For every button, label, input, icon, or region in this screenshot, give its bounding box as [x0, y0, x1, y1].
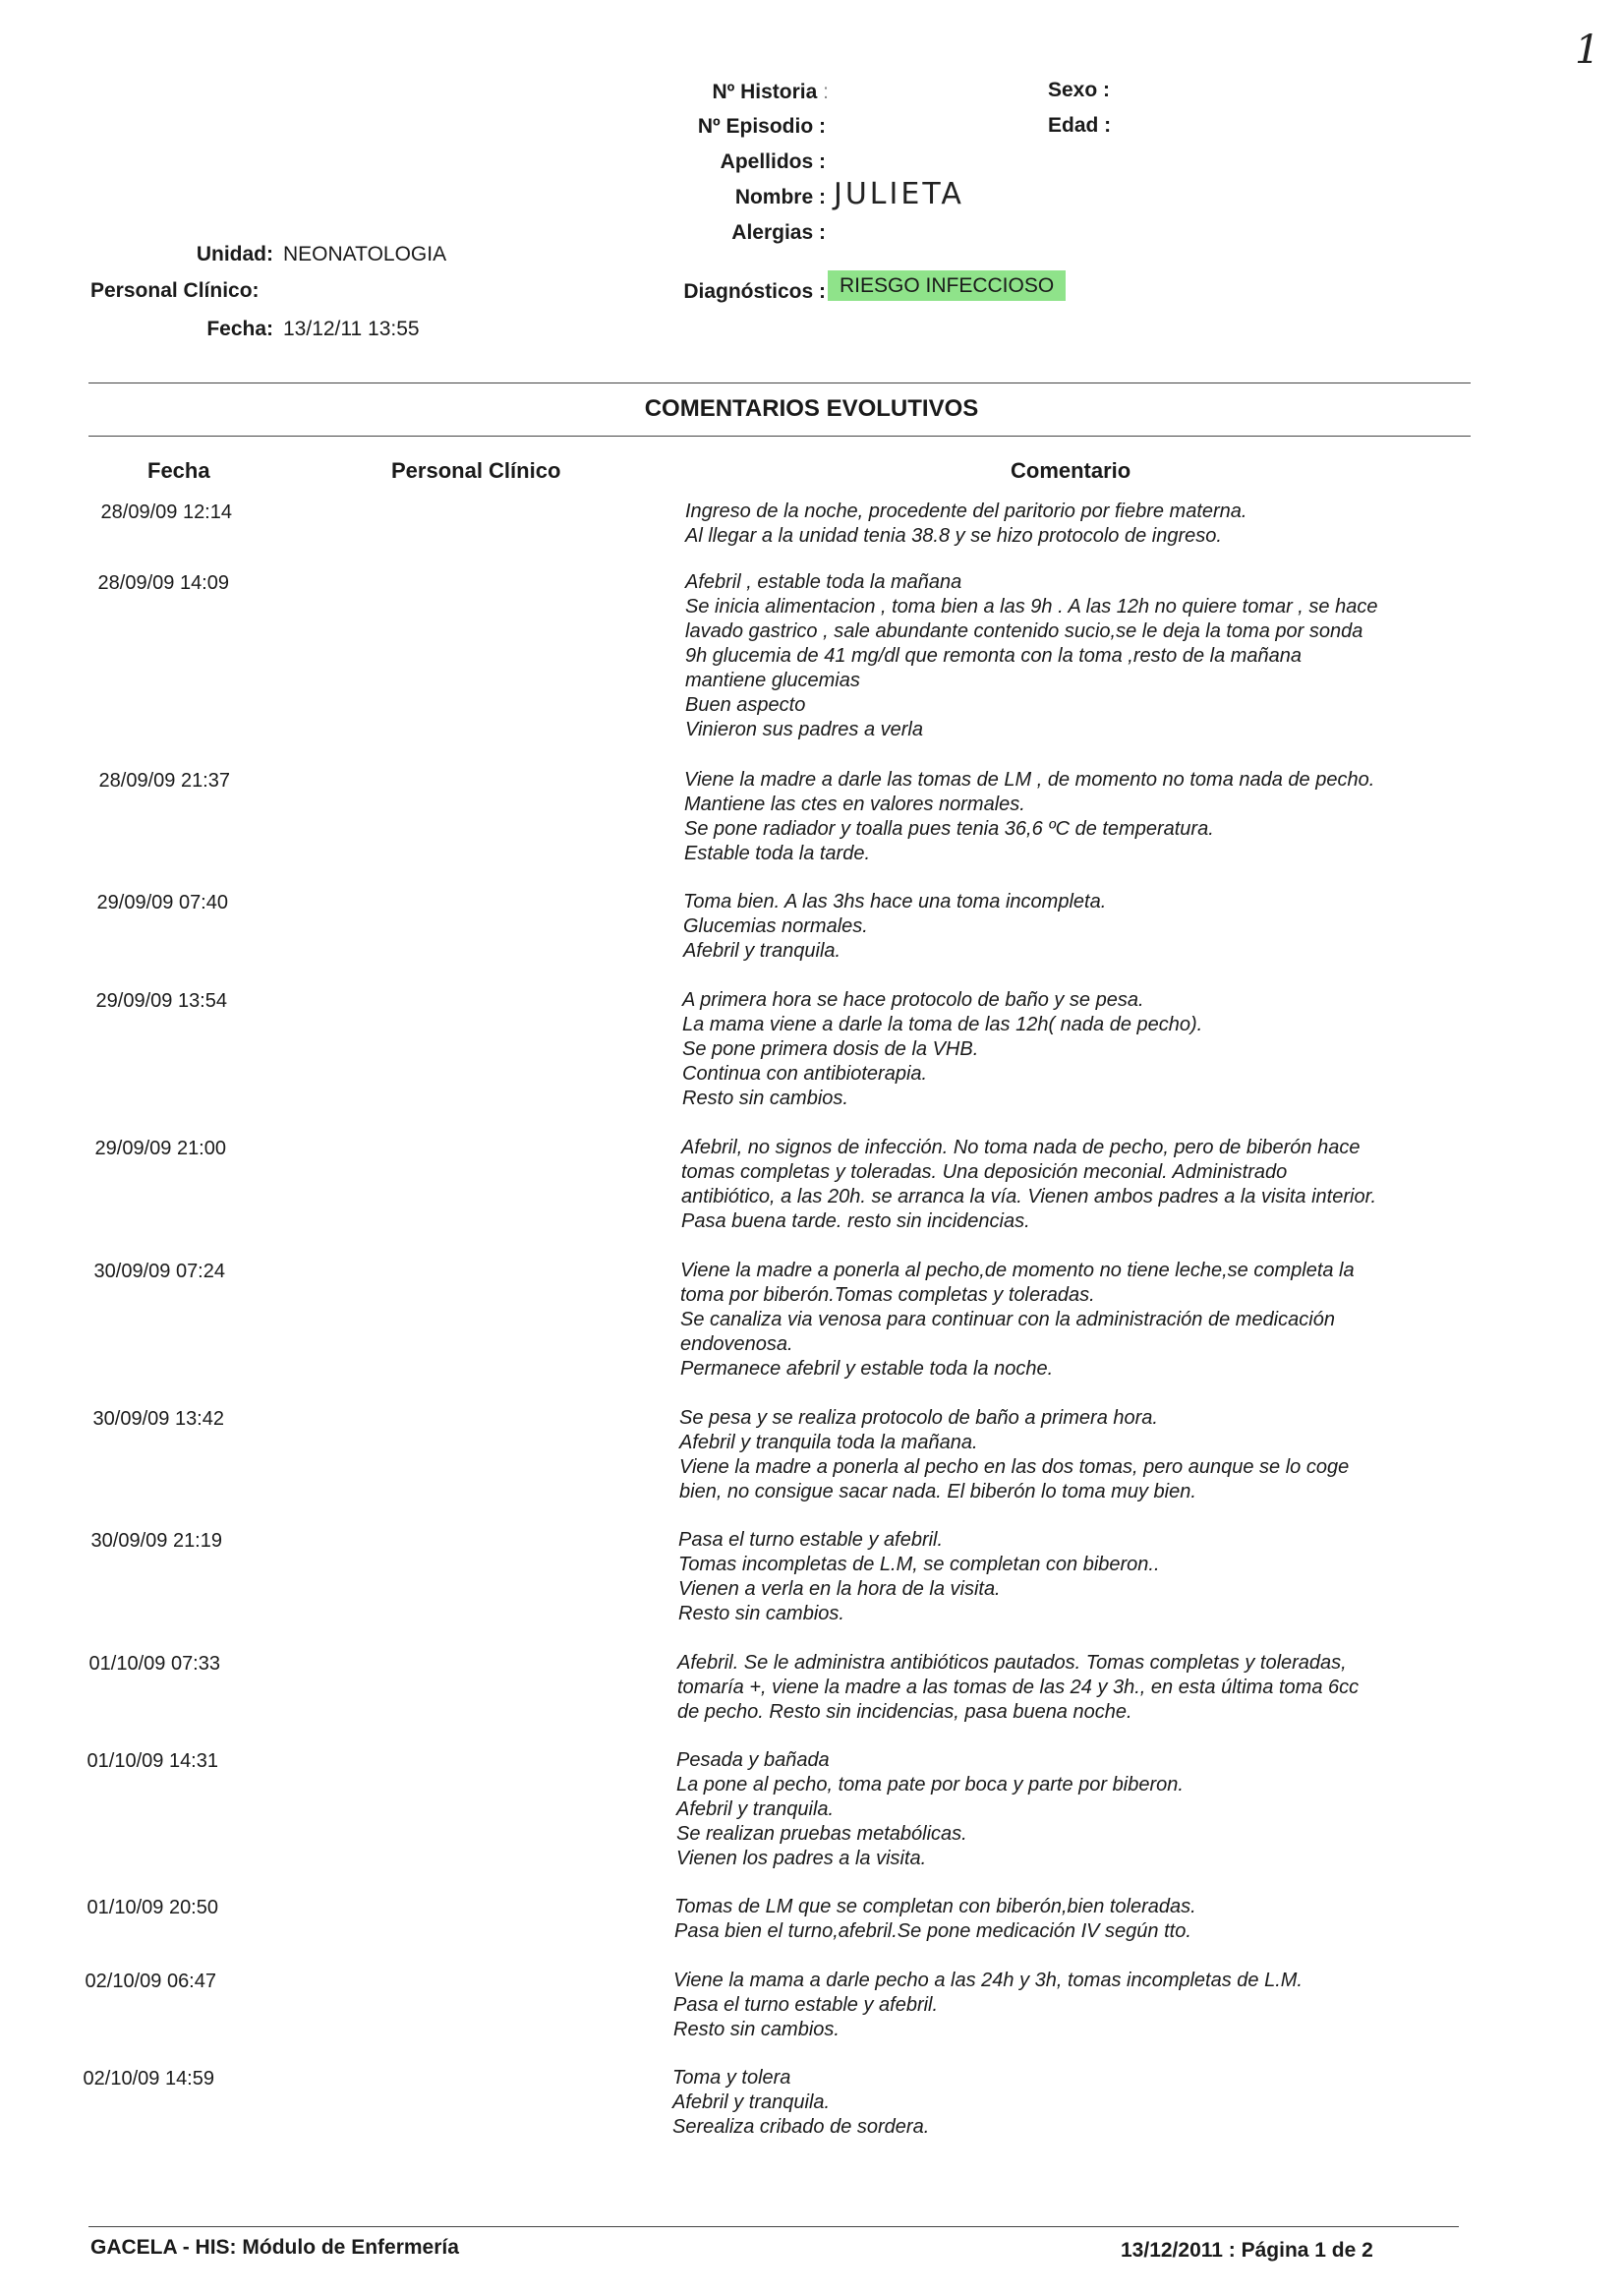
entry-date: 01/10/09 14:31: [87, 1750, 218, 1772]
footer-module-name: GACELA - HIS: Módulo de Enfermería: [90, 2236, 459, 2259]
entry-comment: [677, 1651, 1359, 1725]
entry-comment-line: Resto sin cambios.: [678, 1603, 844, 1624]
entry-date: 28/09/09 14:09: [97, 572, 229, 594]
edad-label: Edad :: [1048, 114, 1112, 137]
entry-date: 28/09/09 12:14: [100, 501, 232, 523]
entry-comment-line: toma por biberón.Tomas completas y toleradas.: [680, 1284, 1095, 1306]
entry-comment-line: La pone al pecho, toma pate por boca y parte por biberon.: [676, 1774, 1184, 1796]
entry-comment-line: Estable toda la tarde.: [684, 843, 871, 864]
sexo-label: Sexo :: [1048, 79, 1111, 101]
entry-comment-line: Ingreso de la noche, procedente del paritorio por fiebre materna.: [685, 500, 1247, 522]
entry-comment-line: Permanece afebril y estable toda la noche.: [680, 1358, 1054, 1380]
entry-comment-line: Tomas incompletas de L.M, se completan con biberon..: [678, 1554, 1160, 1575]
entry-date: 30/09/09 21:19: [90, 1530, 222, 1552]
entry-comment-line: Vienen los padres a la visita.: [676, 1848, 927, 1869]
diagnosticos-label: Diagnósticos :: [683, 280, 826, 303]
entry-comment: [684, 768, 1374, 866]
entry-date: 30/09/09 07:24: [93, 1261, 225, 1282]
section-title: COMENTARIOS EVOLUTIVOS: [644, 395, 979, 422]
entry-comment-line: Se inicia alimentacion , toma bien a las 9h . A las 12h no quiere tomar , se hace: [685, 596, 1378, 618]
fecha-label: Fecha:: [206, 318, 273, 340]
entry-comment: [685, 500, 1246, 549]
entry-comment-line: Viene la mama a darle pecho a las 24h y 3h, tomas incompletas de L.M.: [673, 1970, 1303, 1991]
entry-date: 02/10/09 06:47: [85, 1971, 216, 1992]
entry-comment-line: Se pone primera dosis de la VHB.: [682, 1038, 979, 1060]
unidad-value: NEONATOLOGIA: [283, 243, 447, 265]
entry-comment-line: de pecho. Resto sin incidencias, pasa buena noche.: [677, 1701, 1132, 1723]
entry-comment-line: 9h glucemia de 41 mg/dl que remonta con la toma ,resto de la mañana: [685, 645, 1303, 667]
column-header-personal: Personal Clínico: [391, 458, 561, 483]
column-header-fecha: Fecha: [147, 458, 210, 483]
fecha-value: 13/12/11 13:55: [283, 318, 420, 340]
footer-rule: [88, 2226, 1459, 2227]
entry-date: 28/09/09 21:37: [98, 770, 230, 792]
entry-comment: [683, 890, 1106, 964]
entry-comment-line: Viene la madre a ponerla al pecho,de momento no tiene leche,se completa la: [680, 1260, 1355, 1281]
entry-comment-line: mantiene glucemias: [685, 670, 860, 691]
entry-comment-line: Toma bien. A las 3hs hace una toma incompleta.: [683, 891, 1107, 913]
entry-comment: [674, 1895, 1196, 1944]
entry-comment-line: Pasa el turno estable y afebril.: [673, 1994, 939, 2016]
entry-comment: [673, 1969, 1303, 2042]
entry-comment: [672, 2066, 929, 2140]
entry-date: 29/09/09 07:40: [96, 892, 228, 913]
entry-comment-line: Glucemias normales.: [683, 915, 868, 937]
entry-comment-line: Al llegar a la unidad tenia 38.8 y se hizo protocolo de ingreso.: [685, 525, 1222, 547]
entry-comment-line: Afebril, no signos de infección. No toma nada de pecho, pero de biberón hace: [681, 1137, 1361, 1158]
historia-label: Nº Historia :: [712, 81, 829, 103]
entry-comment-line: La mama viene a darle la toma de las 12h( nada de pecho).: [682, 1014, 1203, 1035]
apellidos-label: Apellidos :: [720, 150, 826, 173]
entry-comment-line: Vinieron sus padres a verla: [685, 719, 923, 740]
alergias-label: Alergias :: [731, 221, 826, 244]
entry-date: 02/10/09 14:59: [83, 2068, 214, 2090]
nombre-label: Nombre :: [734, 186, 826, 208]
entry-comment: [676, 1748, 1184, 1871]
entry-date: 30/09/09 13:42: [92, 1408, 224, 1430]
entry-comment-line: tomas completas y toleradas. Una deposición meconial. Administrado: [681, 1161, 1288, 1183]
entry-comment-line: Resto sin cambios.: [673, 2019, 840, 2040]
episodio-label: Nº Episodio :: [697, 115, 826, 138]
entry-comment-line: Afebril y tranquila.: [672, 2091, 831, 2113]
entry-comment: [682, 988, 1202, 1111]
entry-comment-line: Afebril y tranquila.: [683, 940, 841, 962]
entry-comment-line: lavado gastrico , sale abundante contenido sucio,se le deja la toma por sonda: [685, 620, 1363, 642]
entry-date: 01/10/09 07:33: [88, 1653, 220, 1675]
entry-comment-line: Afebril , estable toda la mañana: [685, 571, 962, 593]
entry-comment-line: Viene la madre a ponerla al pecho en las dos tomas, pero aunque se lo coge: [679, 1456, 1350, 1478]
unidad-label: Unidad:: [196, 243, 273, 265]
entry-comment-line: Vienen a verla en la hora de la visita.: [678, 1578, 1001, 1600]
entry-comment: [679, 1406, 1349, 1504]
page-number-mark: 1: [1575, 28, 1600, 73]
entry-comment-line: bien, no consigue sacar nada. El biberón lo toma muy bien.: [679, 1481, 1196, 1502]
entry-comment-line: A primera hora se hace protocolo de baño y se pesa.: [682, 989, 1144, 1011]
entry-date: 29/09/09 21:00: [94, 1138, 226, 1159]
entry-comment-line: Pasa bien el turno,afebril.Se pone medicación IV según tto.: [674, 1920, 1191, 1942]
entry-comment: [681, 1136, 1376, 1234]
entry-comment: [678, 1528, 1160, 1626]
entry-comment-line: Continua con antibioterapia.: [682, 1063, 928, 1085]
entry-comment-line: Se canaliza via venosa para continuar con la administración de medicación: [680, 1309, 1335, 1330]
entry-comment: [685, 570, 1377, 742]
entry-comment-line: Se pone radiador y toalla pues tenia 36,6 ºC de temperatura.: [684, 818, 1214, 840]
entry-comment-line: Afebril y tranquila toda la mañana.: [679, 1432, 978, 1453]
entry-comment-line: Afebril y tranquila.: [676, 1798, 835, 1820]
entry-comment-line: Toma y tolera: [672, 2067, 791, 2089]
entry-comment-line: Tomas de LM que se completan con biberón,bien toleradas.: [674, 1896, 1196, 1917]
column-header-comentario: Comentario: [1011, 458, 1131, 483]
entry-comment-line: Viene la madre a darle las tomas de LM , de momento no toma nada de pecho.: [684, 769, 1375, 791]
nombre-handwritten-value: JULIETA: [834, 177, 964, 211]
entry-comment-line: Serealiza cribado de sordera.: [672, 2116, 930, 2138]
entry-comment-line: Pasa buena tarde. resto sin incidencias.: [681, 1210, 1030, 1232]
header-rule-bottom: [88, 436, 1471, 437]
entry-comment-line: tomaría +, viene la madre a las tomas de las 24 y 3h., en esta última toma 6cc: [677, 1677, 1360, 1698]
entry-comment-line: Pesada y bañada: [676, 1749, 830, 1771]
entry-comment-line: Se pesa y se realiza protocolo de baño a primera hora.: [679, 1407, 1158, 1429]
entry-comment-line: Resto sin cambios.: [682, 1088, 848, 1109]
entry-comment-line: antibiótico, a las 20h. se arranca la vía. Vienen ambos padres a la visita interior.: [681, 1186, 1377, 1207]
entry-comment-line: endovenosa.: [680, 1333, 793, 1355]
entry-date: 01/10/09 20:50: [87, 1897, 218, 1918]
entry-date: 29/09/09 13:54: [95, 990, 227, 1012]
personal-clinico-label: Personal Clínico:: [90, 279, 260, 302]
entry-comment-line: Buen aspecto: [685, 694, 806, 716]
entry-comment-line: Se realizan pruebas metabólicas.: [676, 1823, 967, 1845]
entry-comment-line: Afebril. Se le administra antibióticos pautados. Tomas completas y toleradas,: [677, 1652, 1347, 1674]
entry-comment-line: Mantiene las ctes en valores normales.: [684, 794, 1025, 815]
diagnosticos-value: RIESGO INFECCIOSO: [828, 274, 1066, 298]
entry-comment-line: Pasa el turno estable y afebril.: [678, 1529, 944, 1551]
entry-comment: [680, 1259, 1355, 1382]
footer-page-info: 13/12/2011 : Página 1 de 2: [1121, 2239, 1373, 2262]
